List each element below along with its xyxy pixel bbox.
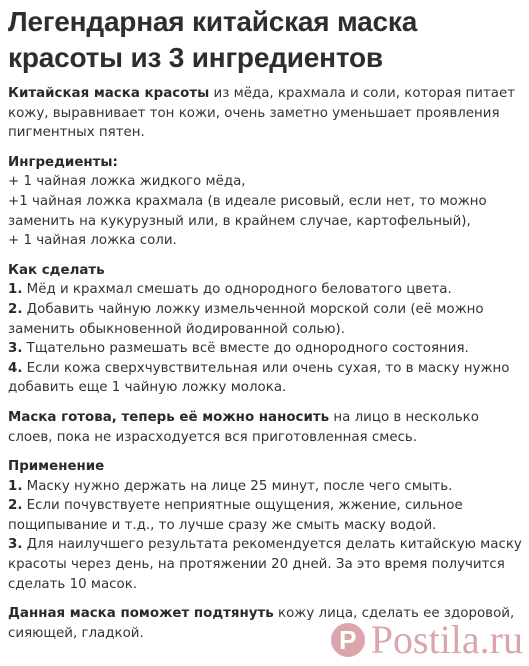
howto-step (8, 339, 523, 359)
usage-step (8, 535, 523, 594)
step-number: 2. (8, 301, 23, 317)
watermark-text: Postila.ru (370, 617, 523, 662)
step-number: 1. (8, 282, 23, 298)
step-text: Добавить чайную ложку измельченной морской соли (её можно заменить обыкновенной йодированной солью). (8, 301, 484, 337)
step-text: Если почувствуете неприятные ощущения, жжение, сильное пощипывание и т.д., то лучше сразу же смыть маску водой. (8, 498, 463, 533)
step-text: Если кожа сверхчувствительная или очень сухая, то в маску нужно добавить еще 1 чайную ложку молока. (8, 360, 510, 396)
step-text: Тщательно размешать всё вместе до однородного состояния. (22, 341, 469, 357)
pin-icon: P (331, 623, 365, 657)
ingredient-item: +1 чайная ложка крахмала (в идеале рисовый, если нет, то можно заменить на кукурузный или, в крайнем случае, картофельный), (8, 193, 487, 229)
usage-step (8, 496, 523, 535)
ingredient-item: + 1 чайная ложка соли. (8, 233, 177, 249)
step-text: Для наилучшего результата рекомендуется делать китайскую маску красоты через день, на протяжении 20 дней. За это время получится сделать 10 масок. (8, 537, 522, 592)
ready-paragraph (8, 408, 523, 447)
ready-text: на лицо в несколько слоев, пока не израсходуется вся приготовленная смесь. (8, 409, 479, 445)
step-number: 4. (8, 360, 23, 376)
howto-heading-label: Как сделать (8, 262, 105, 278)
usage-heading (8, 457, 523, 477)
outro-bold: Данная маска поможет подтянуть (8, 606, 274, 622)
intro-paragraph (8, 84, 523, 143)
intro-bold: Китайская маска красоты (8, 86, 210, 101)
step-number: 3. (8, 341, 23, 357)
article (8, 4, 523, 643)
step-text: Маску нужно держать на лице 25 минут, после чего смыть. (22, 478, 453, 494)
ingredients-heading-label: Ингредиенты: (8, 154, 118, 170)
ingredient-item: + 1 чайная ложка жидкого мёда, (8, 174, 246, 190)
outro-text: кожу лица, сделать ее здоровой, сияющей, гладкой. (8, 606, 515, 641)
usage-step (8, 477, 523, 497)
step-number: 1. (8, 478, 23, 494)
page-title: Легендарная китайская маска красоты из 3 ингредиентов (8, 6, 418, 73)
step-number: 2. (8, 498, 23, 514)
howto-step (8, 359, 523, 398)
ingredients-section (8, 153, 523, 251)
step-text: Мёд и крахмал смешать до однородного беловатого цвета. (22, 282, 452, 298)
howto-step (8, 280, 523, 300)
outro-paragraph (8, 604, 523, 643)
howto-step (8, 300, 523, 339)
step-number: 3. (8, 537, 23, 553)
usage-heading-label: Применение (8, 459, 105, 475)
usage-section (8, 457, 523, 594)
howto-section (8, 261, 523, 398)
howto-heading (8, 261, 523, 281)
ingredients-heading (8, 153, 523, 173)
ready-bold: Маска готова, теперь её можно наносить (8, 409, 330, 425)
intro-text: из мёда, крахмала и соли, которая питает кожу, выравнивает тон кожи, очень заметно уменьшает проявления пигментных пятен. (8, 86, 516, 141)
